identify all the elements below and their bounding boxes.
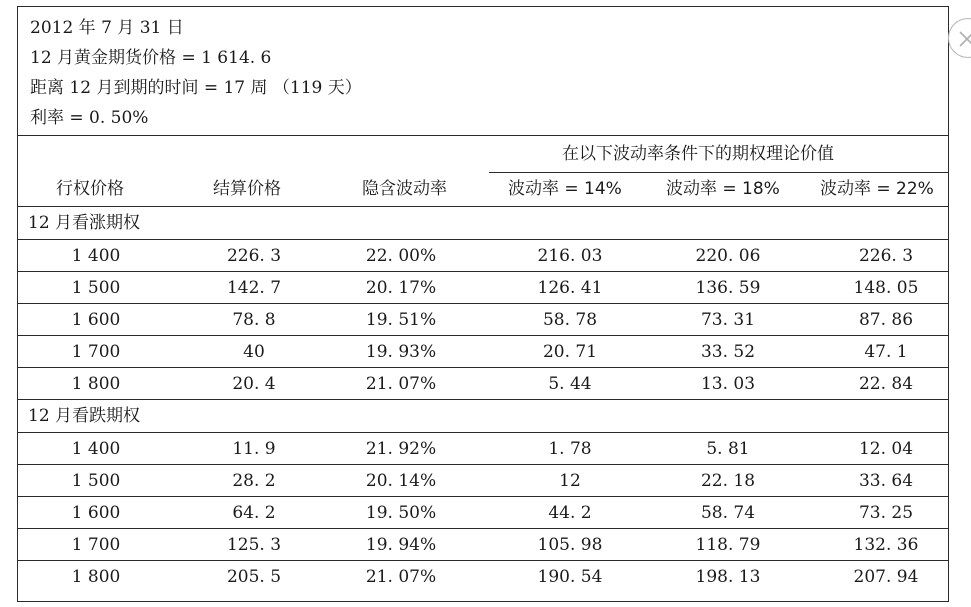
table-cell: 1 700	[71, 342, 121, 362]
table-cell: 205. 5	[226, 567, 282, 587]
column-header-vol-18: 波动率 = 18%	[666, 179, 780, 199]
table-cell: 22. 00%	[365, 246, 437, 266]
table-cell: 12	[559, 471, 581, 491]
table-cell: 5. 44	[548, 374, 592, 394]
options-table-frame	[17, 6, 949, 602]
row-divider	[18, 367, 948, 368]
divider	[18, 399, 948, 400]
table-cell: 22. 18	[700, 471, 756, 491]
table-cell: 1 500	[71, 278, 121, 298]
table-cell: 226. 3	[226, 246, 282, 266]
table-cell: 207. 94	[853, 567, 919, 587]
table-cell: 78. 8	[232, 310, 276, 330]
row-divider	[18, 303, 948, 304]
table-cell: 105. 98	[537, 535, 603, 555]
table-cell: 1 600	[71, 310, 121, 330]
row-divider	[18, 496, 948, 497]
row-divider	[18, 432, 948, 433]
table-cell: 21. 07%	[365, 374, 437, 394]
row-divider	[18, 528, 948, 529]
column-header-implied-vol: 隐含波动率	[362, 179, 447, 199]
table-cell: 142. 7	[226, 278, 282, 298]
column-header-settlement: 结算价格	[213, 179, 281, 199]
table-cell: 33. 64	[858, 471, 914, 491]
divider	[18, 135, 948, 136]
table-cell: 13. 03	[700, 374, 756, 394]
table-cell: 1 500	[71, 471, 121, 491]
group-header: 在以下波动率条件下的期权理论价值	[562, 144, 834, 164]
table-cell: 126. 41	[537, 278, 603, 298]
table-cell: 125. 3	[226, 535, 282, 555]
table-cell: 220. 06	[695, 246, 761, 266]
table-cell: 19. 51%	[365, 310, 437, 330]
table-cell: 148. 05	[853, 278, 919, 298]
table-cell: 19. 94%	[365, 535, 437, 555]
table-cell: 58. 74	[700, 503, 756, 523]
table-cell: 226. 3	[858, 246, 914, 266]
table-cell: 21. 07%	[365, 567, 437, 587]
table-cell: 64. 2	[232, 503, 276, 523]
column-header-vol-14: 波动率 = 14%	[508, 179, 622, 199]
table-cell: 12. 04	[858, 439, 914, 459]
table-cell: 1. 78	[548, 439, 592, 459]
table-cell: 21. 92%	[365, 439, 437, 459]
table-cell: 73. 31	[700, 310, 756, 330]
table-cell: 20. 17%	[365, 278, 437, 298]
table-cell: 28. 2	[232, 471, 276, 491]
table-cell: 132. 36	[853, 535, 919, 555]
row-divider	[18, 239, 948, 240]
table-cell: 5. 81	[706, 439, 750, 459]
info-block	[30, 13, 362, 133]
table-cell: 73. 25	[858, 503, 914, 523]
table-cell: 1 800	[71, 374, 121, 394]
section-title: 12 月看涨期权	[28, 213, 141, 233]
table-cell: 11. 9	[232, 439, 276, 459]
table-cell: 22. 84	[858, 374, 914, 394]
table-cell: 1 800	[71, 567, 121, 587]
table-cell: 47. 1	[864, 342, 908, 362]
close-icon	[958, 30, 971, 48]
table-cell: 118. 79	[695, 535, 761, 555]
date-line: 2012 年 7 月 31 日	[30, 18, 184, 38]
time-to-expiry-line: 距离 12 月到期的时间 = 17 周 （119 天）	[30, 78, 362, 98]
table-cell: 136. 59	[695, 278, 761, 298]
table-cell: 20. 71	[542, 342, 598, 362]
futures-price-line: 12 月黄金期货价格 = 1 614. 6	[30, 48, 272, 68]
interest-rate-line: 利率 = 0. 50%	[30, 108, 149, 128]
table-cell: 44. 2	[548, 503, 592, 523]
row-divider	[18, 464, 948, 465]
table-cell: 20. 4	[232, 374, 276, 394]
row-divider	[18, 560, 948, 561]
table-cell: 40	[243, 342, 265, 362]
table-cell: 190. 54	[537, 567, 603, 587]
column-header-strike: 行权价格	[56, 179, 124, 199]
row-divider	[18, 335, 948, 336]
table-cell: 1 400	[71, 439, 121, 459]
row-divider	[18, 271, 948, 272]
table-cell: 1 400	[71, 246, 121, 266]
divider	[18, 206, 948, 207]
table-cell: 198. 13	[695, 567, 761, 587]
section-title: 12 月看跌期权	[28, 406, 141, 426]
table-cell: 58. 78	[542, 310, 598, 330]
table-cell: 19. 50%	[365, 503, 437, 523]
table-cell: 216. 03	[537, 246, 603, 266]
table-cell: 1 700	[71, 535, 121, 555]
table-cell: 33. 52	[700, 342, 756, 362]
close-button[interactable]	[948, 18, 971, 58]
table-cell: 19. 93%	[365, 342, 437, 362]
table-cell: 87. 86	[858, 310, 914, 330]
table-cell: 20. 14%	[365, 471, 437, 491]
column-header-vol-22: 波动率 = 22%	[820, 179, 934, 199]
table-cell: 1 600	[71, 503, 121, 523]
